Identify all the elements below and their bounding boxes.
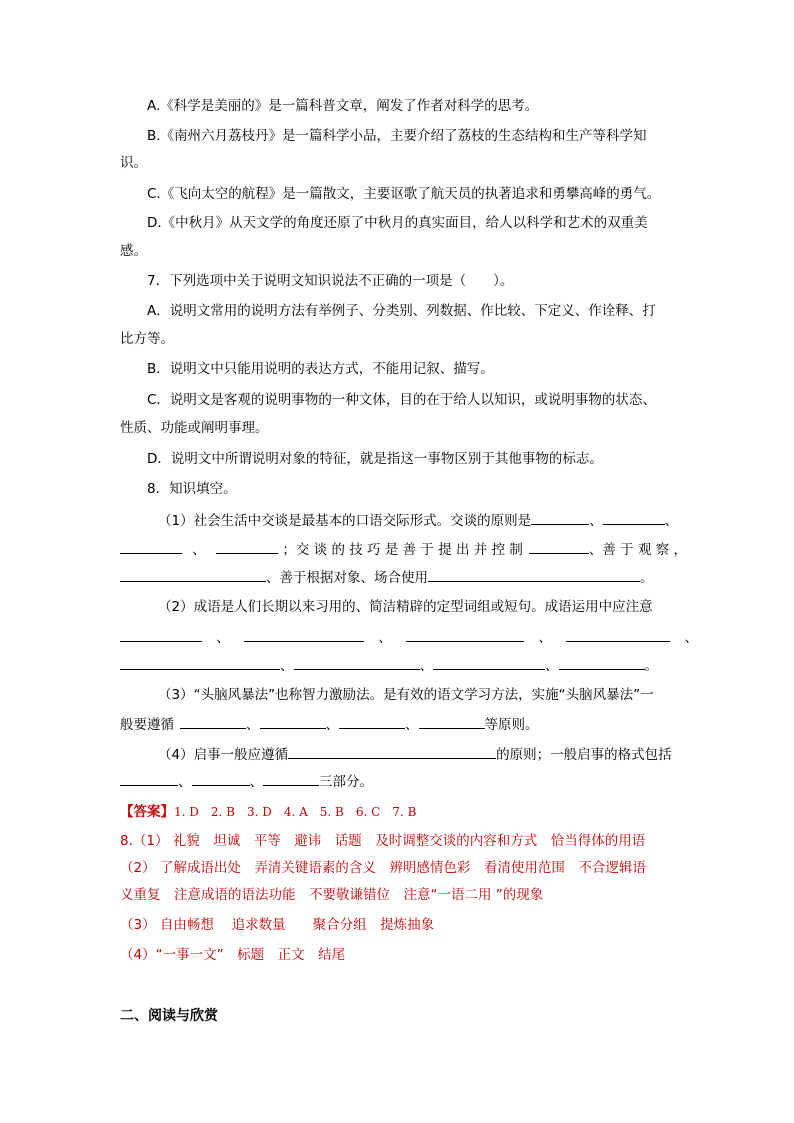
fill-blank: [288, 744, 496, 759]
q8-part1-text2: ；交 谈 的 技 巧 是 善 于 提 出 并 控 制: [282, 542, 523, 558]
q8-part2-line1: （2）成语是人们长期以来习用的、简洁精辟的定型词组或短句。成语运用中应注意: [158, 599, 653, 615]
fill-blank: [406, 627, 524, 642]
separator: 、: [378, 630, 392, 646]
q8-part4-line2: [120, 771, 680, 792]
q7-option-d: D．说明文中所谓说明对象的特征，就是指这一事物区别于其他事物的标志。: [147, 451, 603, 467]
q6-option-d-cont: 感。: [120, 243, 147, 259]
answer-q8-3: （3） 自由畅想 追求数量 聚合分组 提炼抽象: [120, 917, 435, 933]
fill-blank: [180, 714, 246, 729]
q8-stem: 8．知识填空。: [147, 481, 237, 497]
separator: 、: [538, 630, 552, 646]
answer-q8-1: 8.（1） 礼貌 坦诚 平等 避讳 话题 及时调整交谈的内容和方式 恰当得体的用语: [120, 833, 646, 849]
separator: 、: [684, 630, 699, 646]
q8-part4-end: 三部分。: [319, 774, 373, 790]
q6-option-c: C.《飞向太空的航程》是一篇散文，主要讴歌了航天员的执著追求和勇攀高峰的勇气。: [147, 186, 661, 202]
separator: 、: [405, 717, 419, 733]
fill-blank: [529, 539, 589, 554]
q8-part3-end: 等原则。: [484, 717, 539, 733]
fill-blank: [419, 714, 485, 729]
q7-option-c-cont: 性质、功能或阐明事理。: [120, 420, 269, 436]
q8-part1-text4: 、善于根据对象、场合使用: [266, 570, 428, 586]
q8-part4-text: （4）启事一般应遵循: [158, 747, 289, 763]
separator: 、: [419, 658, 433, 674]
fill-blank: [120, 627, 202, 642]
q6-option-b-cont: 识。: [120, 155, 147, 171]
q7-option-a-cont: 比方等。: [120, 331, 174, 347]
q8-part1-line3: [120, 567, 680, 588]
answer-q8-2a: （2） 了解成语出处 弄清关键语素的含义 辨明感情色彩 看清使用范围 不合逻辑语: [120, 860, 646, 876]
separator: 、: [178, 774, 192, 790]
separator: 、: [325, 717, 339, 733]
period: 。: [640, 570, 654, 586]
q8-part1-line2: [120, 539, 688, 560]
answer-line1: [120, 802, 680, 822]
fill-blank: [339, 714, 405, 729]
fill-blank: [294, 655, 420, 670]
fill-blank: [120, 655, 280, 670]
fill-blank: [120, 771, 178, 786]
fill-blank: [192, 771, 250, 786]
q8-part4-line1: [158, 744, 718, 765]
q7-stem: 7．下列选项中关于说明文知识说法不正确的一项是（ ）。: [147, 273, 514, 289]
section-title: 二、阅读与欣赏: [120, 1008, 218, 1024]
answer-q8-4: （4）“一事一文” 标题 正文 结尾: [120, 947, 346, 963]
separator: 、: [246, 717, 260, 733]
separator: 、: [249, 774, 263, 790]
fill-blank: [120, 567, 266, 582]
fill-blank: [603, 510, 665, 525]
q6-option-a: A.《科学是美丽的》是一篇科普文章，阐发了作者对科学的思考。: [147, 98, 539, 114]
q8-part3-line1: （3）“头脑风暴法”也称智力激励法。是有效的语文学习方法，实施“头脑风暴法”一: [158, 687, 654, 703]
period: 。: [644, 658, 658, 674]
separator: 、: [192, 542, 206, 558]
answer-q8-2b: 义重复 注意成语的语法功能 不要敬谦错位 注意“一语二用 ”的现象: [120, 887, 544, 903]
q8-part3-line2: [120, 714, 680, 735]
fill-blank: [120, 539, 182, 554]
separator: 、: [216, 630, 230, 646]
answer-label: 【答案】: [120, 804, 174, 820]
q8-part2-line3: [120, 655, 680, 676]
q8-part3-text: 般要遵循: [120, 717, 174, 733]
fill-blank: [566, 627, 670, 642]
answer-mc: 1. D 2. B 3. D 4. A 5. B 6. C 7. B: [174, 805, 417, 819]
fill-blank: [428, 567, 640, 582]
q8-part2-line2: [120, 627, 699, 648]
q6-option-b: B.《南州六月荔枝丹》是一篇科学小品，主要介绍了荔枝的生态结构和生产等科学知: [147, 128, 647, 144]
q8-part1-line1: [158, 510, 718, 531]
fill-blank: [531, 510, 589, 525]
q8-part1-text3: 、善 于 观 察 ，: [588, 542, 688, 558]
separator: 、: [664, 513, 679, 529]
separator: 、: [280, 658, 294, 674]
fill-blank: [559, 655, 645, 670]
separator: 、: [545, 658, 559, 674]
fill-blank: [216, 539, 278, 554]
q7-option-b: B．说明文中只能用说明的表达方式，不能用记叙、描写。: [147, 361, 494, 377]
fill-blank: [260, 714, 326, 729]
fill-blank: [244, 627, 364, 642]
q7-option-c: C．说明文是客观的说明事物的一种文体，目的在于给人以知识，或说明事物的状态、: [147, 392, 656, 408]
q8-part4-text2: 的原则；一般启事的格式包括: [496, 747, 672, 763]
q8-part1-text: （1）社会生活中交谈是最基本的口语交际形式。交谈的原则是: [158, 513, 532, 529]
fill-blank: [263, 771, 319, 786]
q7-option-a: A．说明文常用的说明方法有举例子、分类别、列数据、作比较、下定义、作诠释、打: [147, 303, 656, 319]
fill-blank: [433, 655, 545, 670]
separator: 、: [589, 513, 603, 529]
q6-option-d: D.《中秋月》从天文学的角度还原了中秋月的真实面目，给人以科学和艺术的双重美: [147, 215, 648, 231]
